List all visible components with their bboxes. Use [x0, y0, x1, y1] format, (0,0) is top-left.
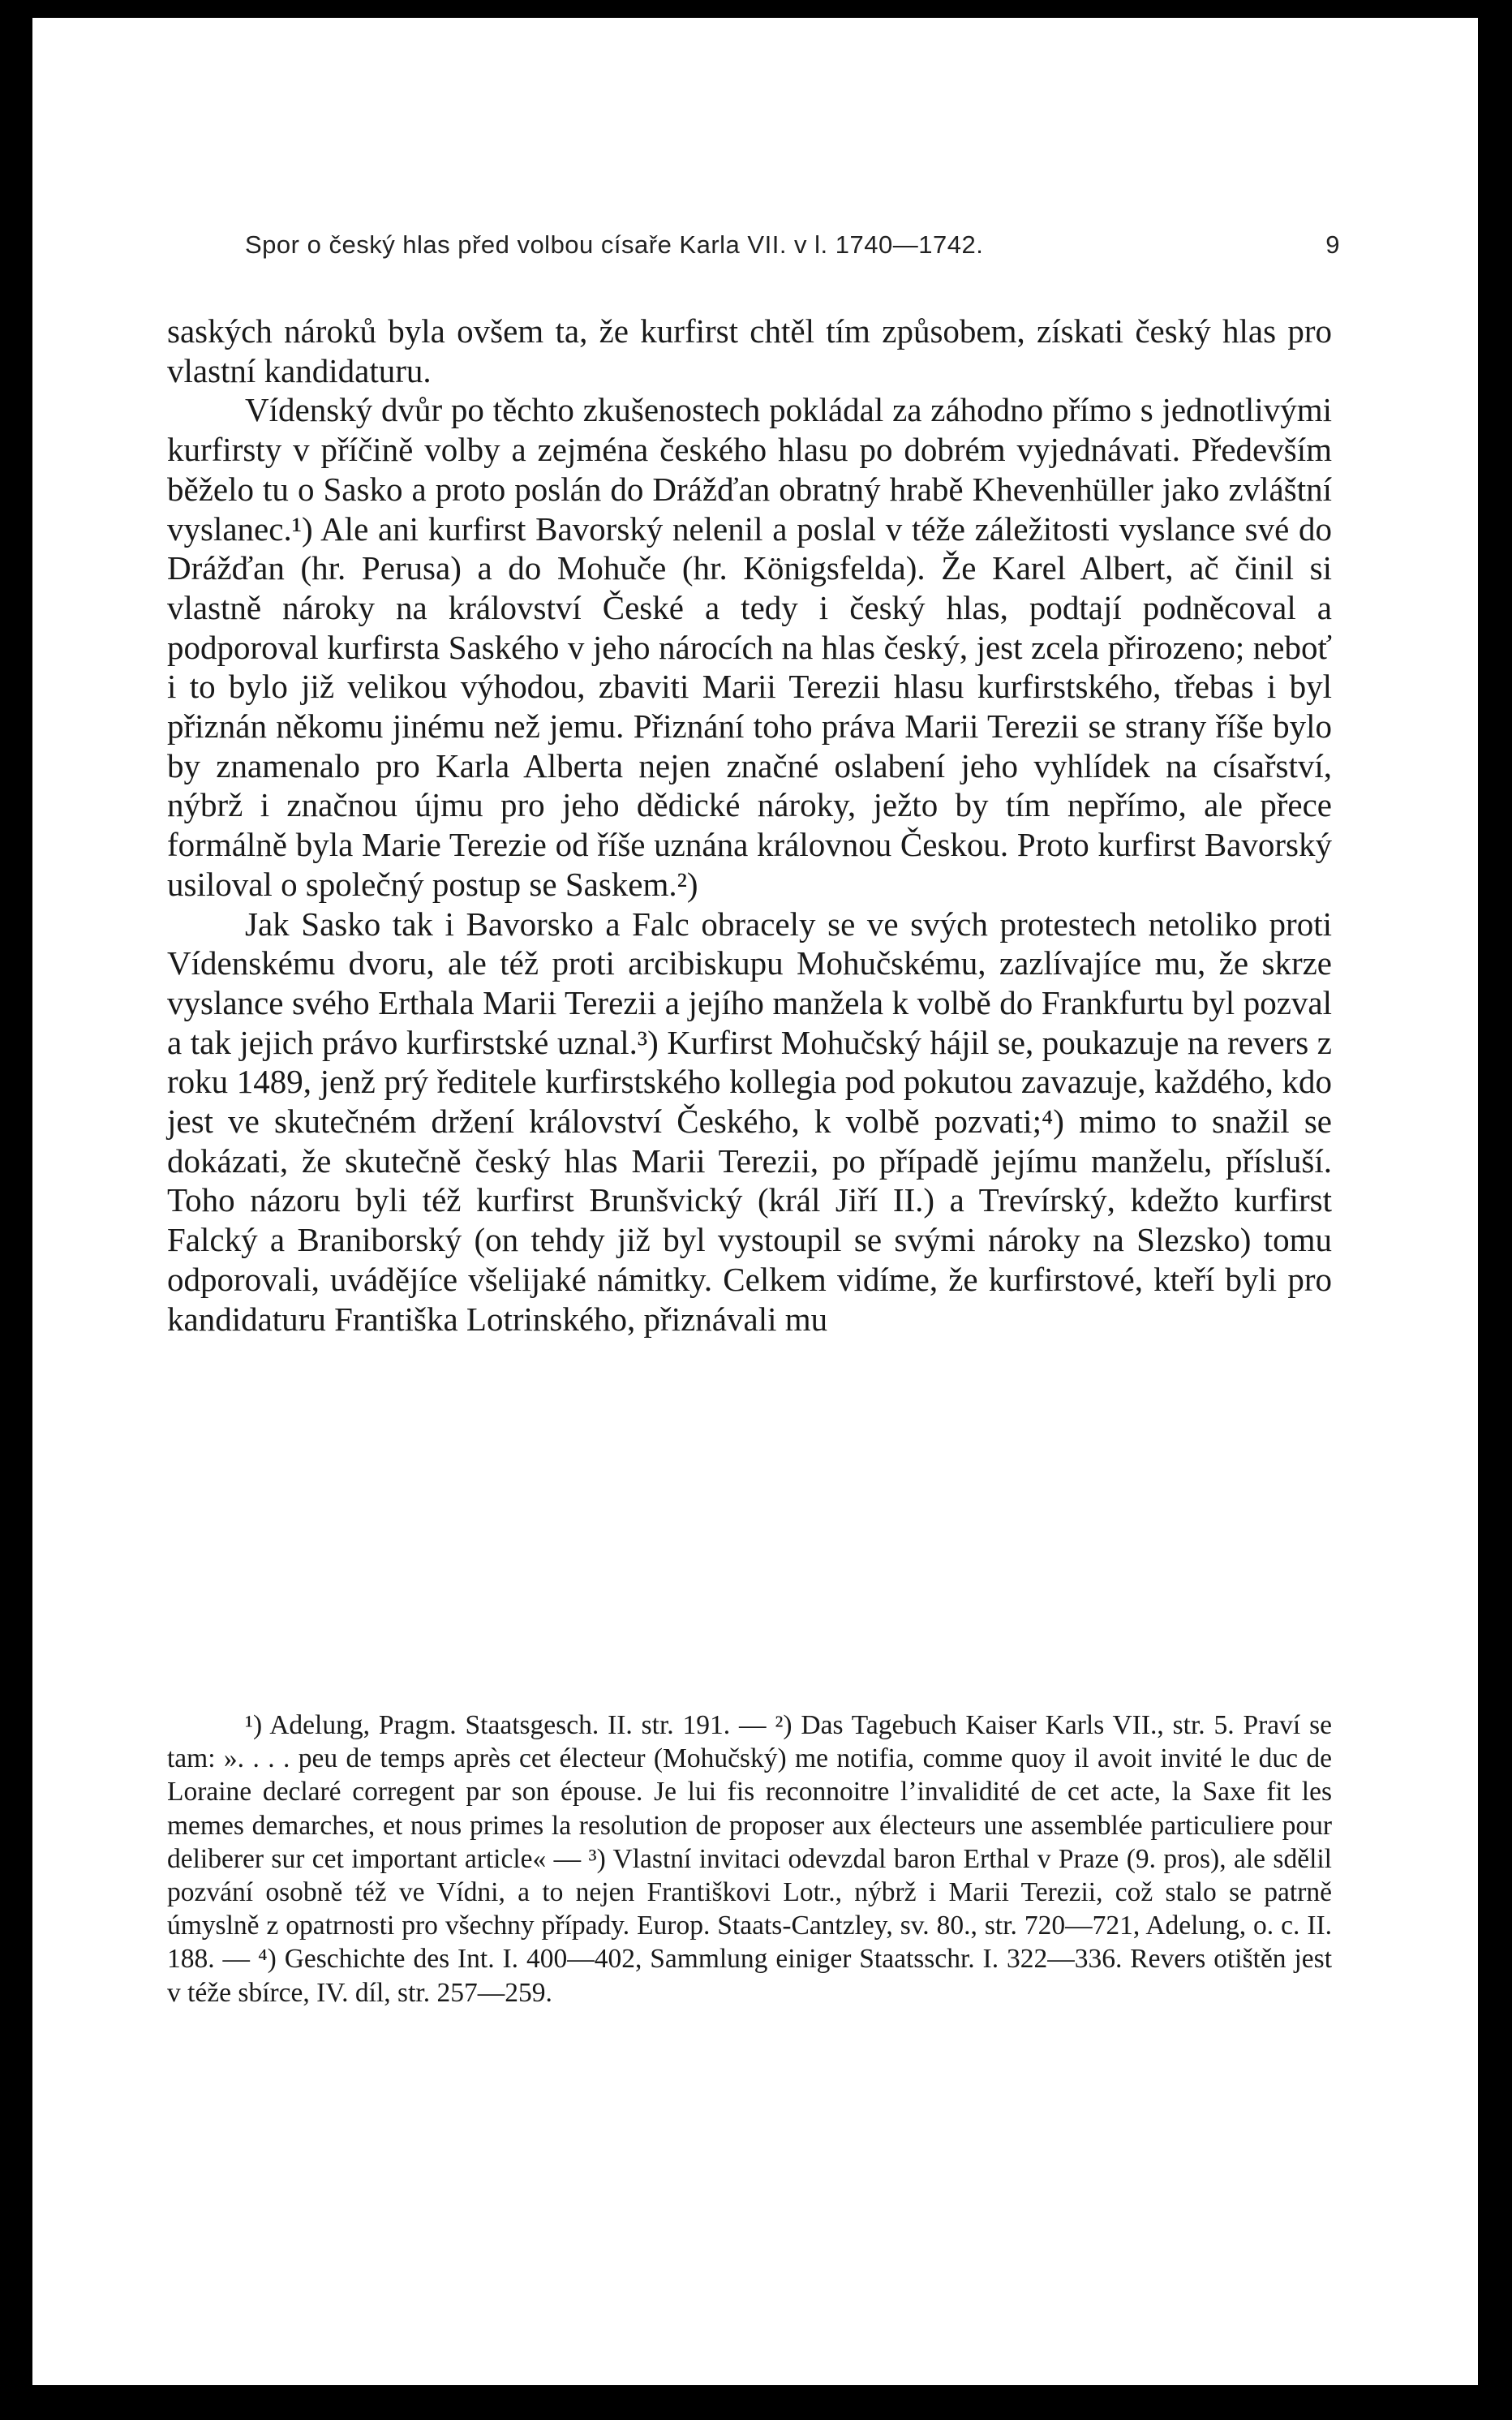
page-number: 9 — [1325, 230, 1340, 259]
running-title: Spor o český hlas před volbou císaře Karla VII. v l. 1740—1742. — [245, 230, 984, 259]
paragraph-1: saských nároků byla ovšem ta, že kurfirst chtěl tím způsobem, získati český hlas pro vlastní kandidaturu. — [167, 312, 1332, 389]
running-head — [245, 230, 1340, 260]
footnotes — [167, 1709, 1332, 2010]
paragraph-2: Vídenský dvůr po těchto zkušenostech pokládal za záhodno přímo s jednotlivými kurfirsty v příčině volby a zejména českého hlasu po dobrém vyjednávati. Především běželo tu o Sasko a proto poslán do Drážďan obratný hrabě Khevenhüller jako zvláštní vyslanec.¹) Ale ani kurfirst Bavorský nelenil a poslal v téže záležitosti vyslance své do Drážďan (hr. Perusa) a do Mohuče (hr. Königsfelda). Že Karel Albert, ač činil si vlastně nároky na království České a tedy i český hlas, podtají podněcoval a podporoval kurfirsta Saského v jeho nárocích na hlas český, jest zcela přirozeno; neboť i to bylo již velikou výhodou, zbaviti Marii Terezii hlasu kurfirstského, třebas i byl přiznán někomu jinému než jemu. Přiznání toho práva Marii Terezii se strany říše bylo by znamenalo pro Karla Alberta nejen značné oslabení jeho vyhlídek na císařství, nýbrž i značnou újmu pro jeho dědické nároky, ježto by tím nepřímo, ale přece formálně byla Marie Terezie od říše uznána královnou Českou. Proto kurfirst Bavorský usiloval o společný postup se Saskem.²) — [167, 391, 1332, 903]
footnotes-text: ¹) Adelung, Pragm. Staatsgesch. II. str. 191. — ²) Das Tagebuch Kaiser Karls VII., str. 5. Praví se tam: ». . . . peu de temps après cet électeur (Mohučský) me notifia, comme quoy il avoit invité le duc de Loraine declaré corregent par son épouse. Je lui fis reconnoitre l’invalidité de cet acte, la Saxe fit les memes demarches, et nous primes la resolution de proposer aux électeurs une assemblée particuliere pour deliberer sur cet important article« — ³) Vlastní invitaci odevzdal baron Erthal v Praze (9. pros), ale sdělil pozvání osobně též ve Vídni, a to nejen Františkovi Lotr., nýbrž i Marii Terezii, což stalo se patrně úmyslně z opatrnosti pro všechny případy. Europ. Staats-Cantzley, sv. 80., str. 720—721, Adelung, o. c. II. 188. — ⁴) Geschichte des Int. I. 400—402, Sammlung einiger Staatsschr. I. 322—336. Revers otištěn jest v téže sbírce, IV. díl, str. 257—259. — [167, 1710, 1332, 2008]
body-text — [167, 312, 1332, 1339]
paragraph-3: Jak Sasko tak i Bavorsko a Falc obracely se ve svých protestech netoliko proti Vídenskému dvoru, ale též proti arcibiskupu Mohučskému, zazlívajíce mu, že skrze vyslance svého Erthala Marii Terezii a jejího manžela k volbě do Frankfurtu byl pozval a tak jejich právo kurfirstské uznal.³) Kurfirst Mohučský hájil se, poukazuje na revers z roku 1489, jenž prý ředitele kurfirstského kollegia pod pokutou zavazuje, každého, kdo jest ve skutečném držení království Českého, k volbě pozvati;⁴) mimo to snažil se dokázati, že skutečně český hlas Marii Terezii, po případě jejímu manželu, přísluší. Toho názoru byli též kurfirst Brunšvický (král Jiří II.) a Trevírský, kdežto kurfirst Falcký a Braniborský (on tehdy již byl vystoupil se svými nároky na Slezsko) tomu odporovali, uvádějíce všelijaké námitky. Celkem vidíme, že kurfirstové, kteří byli pro kandidaturu Františka Lotrinského, přiznávali mu — [167, 905, 1332, 1338]
book-page — [32, 18, 1478, 2385]
